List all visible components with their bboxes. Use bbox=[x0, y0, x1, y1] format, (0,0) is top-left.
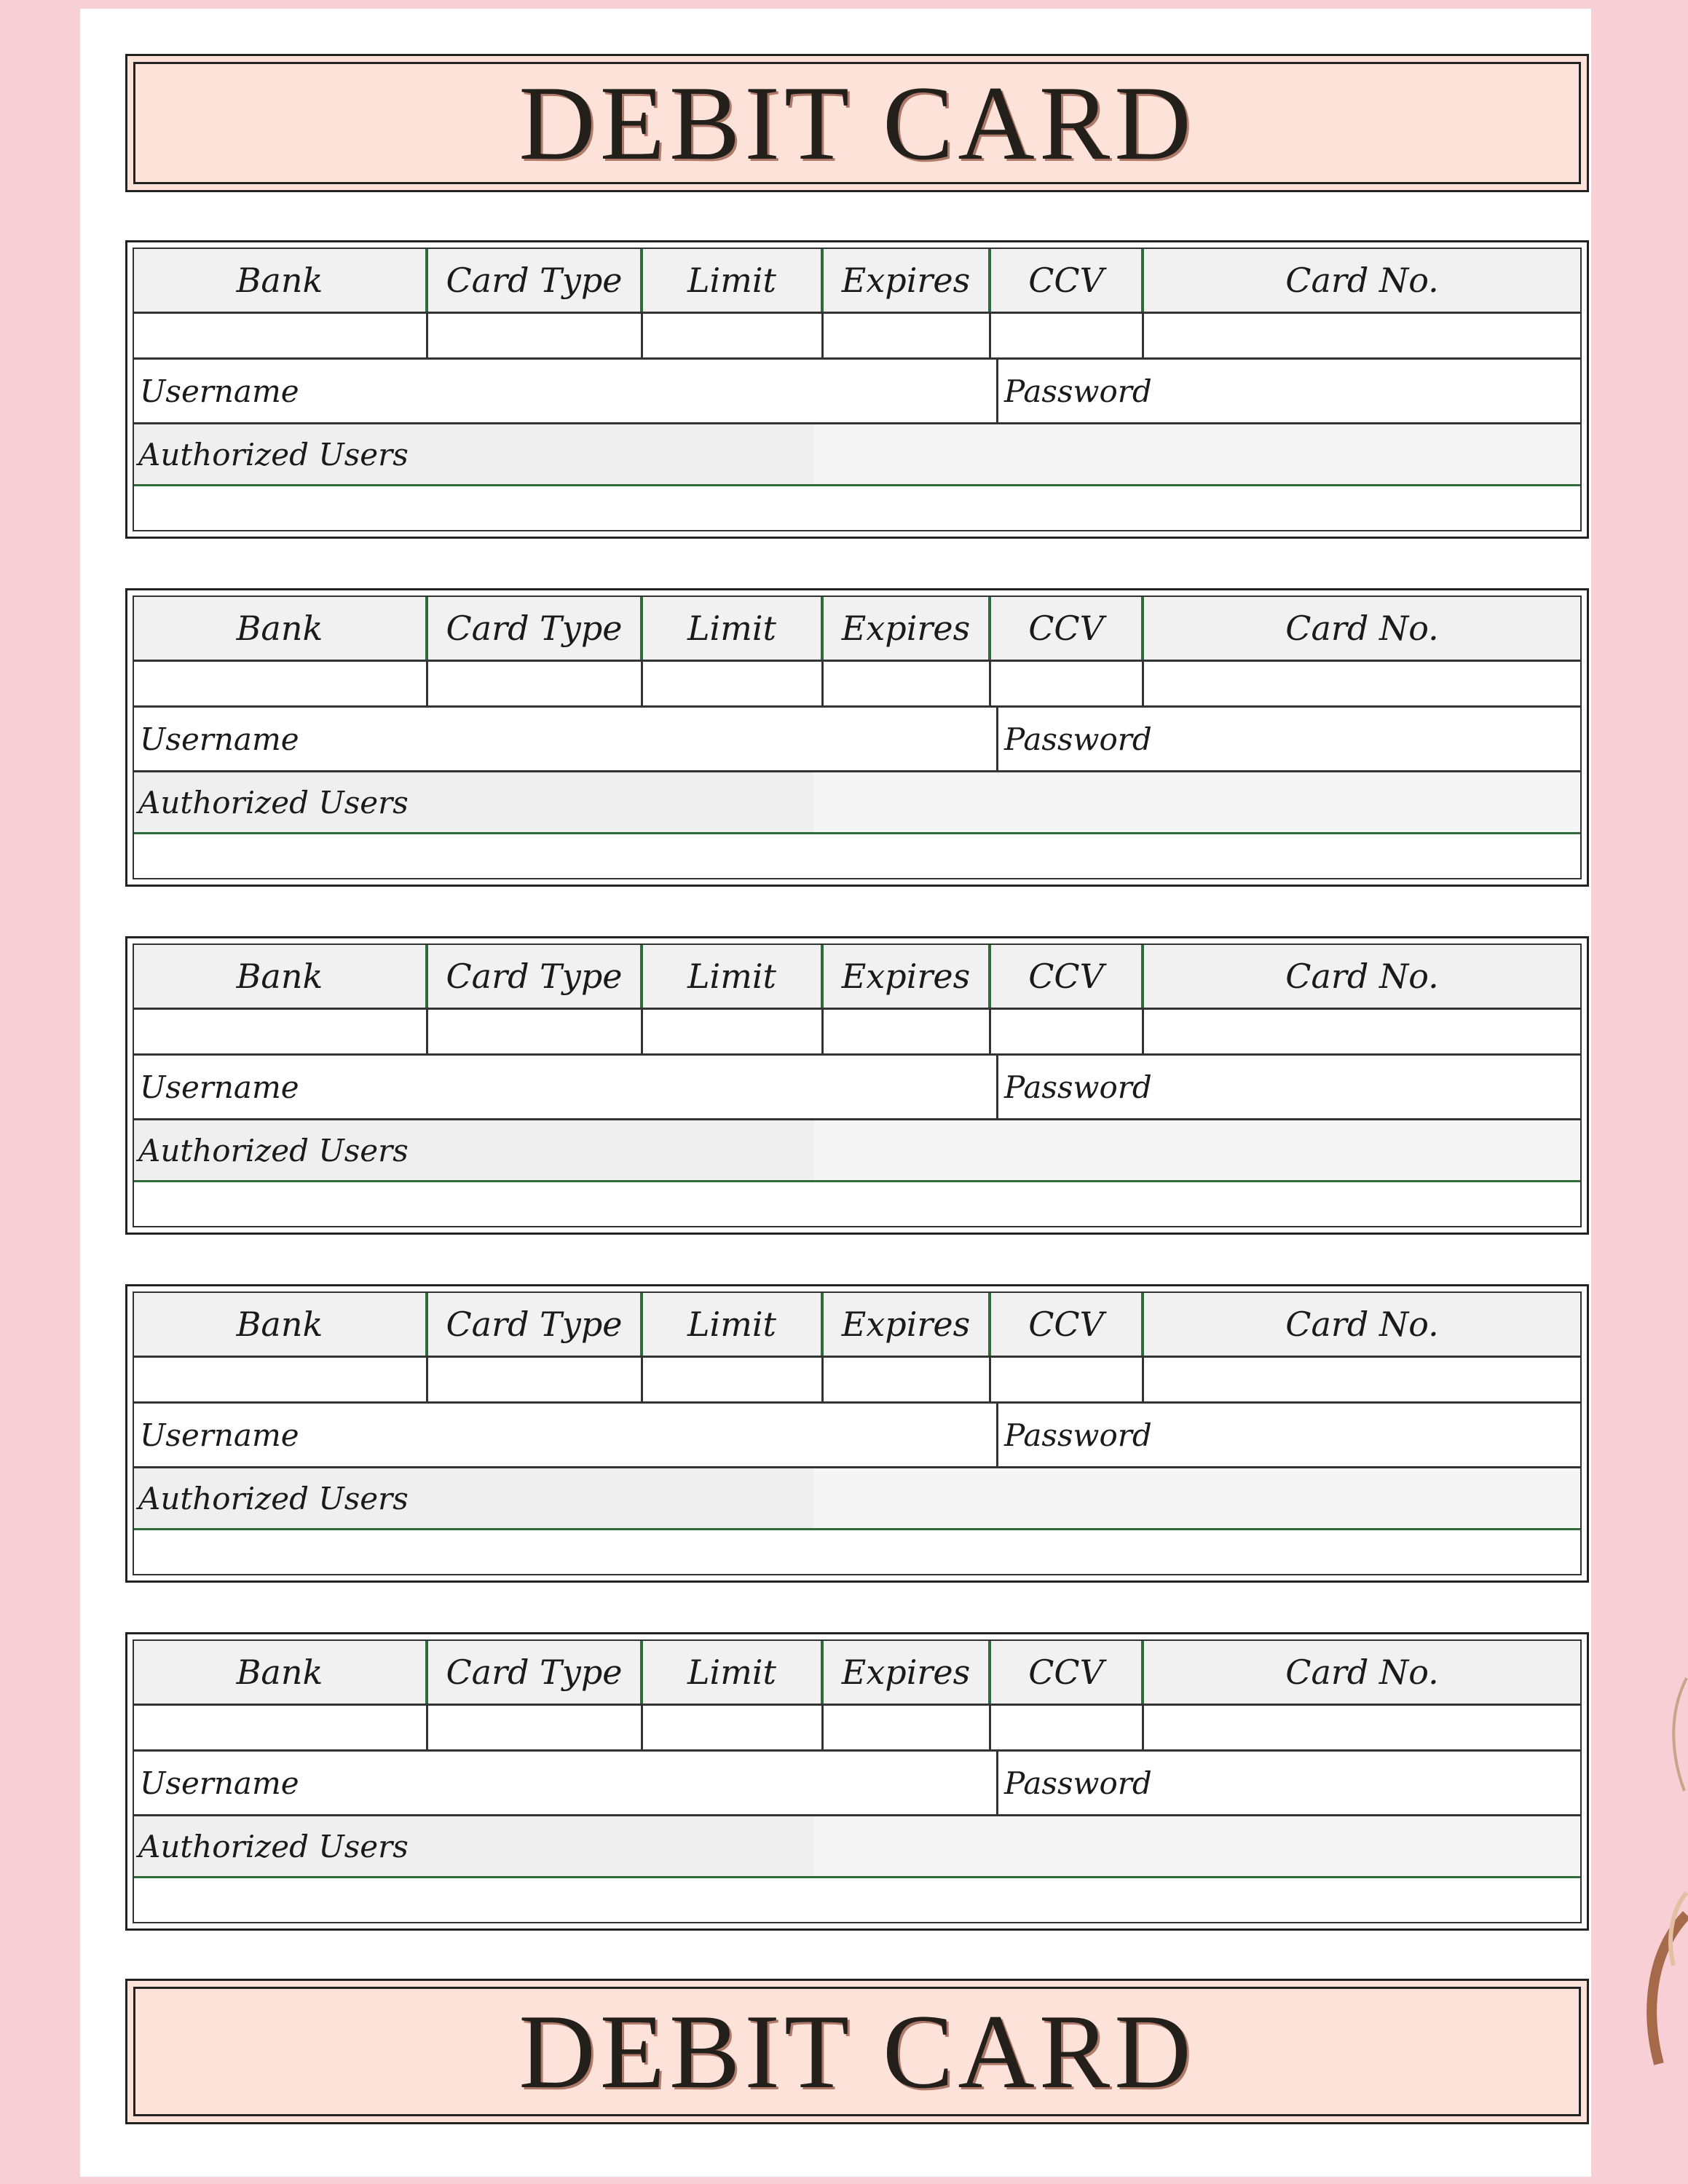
card-no-header: Card No. bbox=[1285, 261, 1439, 300]
bank-header: Bank bbox=[134, 597, 428, 660]
card-header-row bbox=[134, 597, 1580, 662]
floral-decoration-icon bbox=[1622, 1674, 1688, 2068]
limit-header: Limit bbox=[643, 249, 824, 312]
limit-header: Limit bbox=[643, 945, 824, 1008]
card-no-field[interactable] bbox=[1144, 1706, 1580, 1749]
bank-field[interactable] bbox=[134, 314, 428, 357]
authorized-users-label: Authorized Users bbox=[138, 436, 409, 472]
authorized-users-field[interactable] bbox=[134, 1182, 1580, 1226]
card-value-row bbox=[134, 662, 1580, 708]
card-value-row bbox=[134, 314, 1580, 360]
card-type-field[interactable] bbox=[428, 1358, 643, 1401]
limit-field[interactable] bbox=[643, 1010, 824, 1053]
username-label: Username bbox=[140, 721, 299, 757]
expires-header: Expires bbox=[824, 1293, 991, 1356]
card-entry-3 bbox=[125, 936, 1589, 1235]
bank-header: Bank bbox=[134, 945, 428, 1008]
ccv-header: CCV bbox=[991, 249, 1144, 312]
username-label: Username bbox=[140, 1765, 299, 1801]
limit-header: Limit bbox=[643, 1641, 824, 1704]
username-field[interactable] bbox=[134, 1752, 998, 1814]
card-value-row bbox=[134, 1706, 1580, 1752]
expires-field[interactable] bbox=[824, 314, 991, 357]
login-row bbox=[134, 708, 1580, 772]
limit-field[interactable] bbox=[643, 1358, 824, 1401]
card-no-field[interactable] bbox=[1144, 662, 1580, 705]
ccv-header: CCV bbox=[991, 1293, 1144, 1356]
card-entry-1 bbox=[125, 240, 1589, 539]
login-row bbox=[134, 1752, 1580, 1816]
password-label: Password bbox=[1004, 721, 1152, 757]
username-label: Username bbox=[140, 1069, 299, 1105]
authorized-users-row bbox=[134, 1120, 1580, 1182]
card-value-row bbox=[134, 1010, 1580, 1056]
authorized-users-label: Authorized Users bbox=[138, 1828, 409, 1864]
ccv-field[interactable] bbox=[991, 1358, 1144, 1401]
authorized-users-field[interactable] bbox=[134, 1878, 1580, 1922]
card-no-header: Card No. bbox=[1285, 957, 1439, 996]
limit-header: Limit bbox=[643, 597, 824, 660]
username-field[interactable] bbox=[134, 360, 998, 422]
bank-field[interactable] bbox=[134, 662, 428, 705]
limit-field[interactable] bbox=[643, 314, 824, 357]
card-type-header: Card Type bbox=[428, 1293, 643, 1356]
login-row bbox=[134, 1056, 1580, 1120]
card-type-header: Card Type bbox=[428, 249, 643, 312]
card-entry-5 bbox=[125, 1632, 1589, 1931]
ccv-field[interactable] bbox=[991, 1706, 1144, 1749]
card-no-header: Card No. bbox=[1285, 1653, 1439, 1692]
card-type-header: Card Type bbox=[428, 1641, 643, 1704]
card-type-field[interactable] bbox=[428, 314, 643, 357]
card-type-header: Card Type bbox=[428, 945, 643, 1008]
limit-header: Limit bbox=[643, 1293, 824, 1356]
authorized-users-field[interactable] bbox=[134, 834, 1580, 878]
planner-sheet bbox=[80, 9, 1591, 2177]
ccv-header: CCV bbox=[991, 597, 1144, 660]
card-no-field[interactable] bbox=[1144, 1010, 1580, 1053]
bank-field[interactable] bbox=[134, 1706, 428, 1749]
authorized-users-label: Authorized Users bbox=[138, 1132, 409, 1168]
limit-field[interactable] bbox=[643, 662, 824, 705]
authorized-users-field[interactable] bbox=[134, 1530, 1580, 1574]
password-label: Password bbox=[1004, 1069, 1152, 1105]
expires-header: Expires bbox=[824, 945, 991, 1008]
authorized-users-label: Authorized Users bbox=[138, 1480, 409, 1516]
expires-field[interactable] bbox=[824, 1358, 991, 1401]
card-no-header: Card No. bbox=[1285, 1305, 1439, 1344]
card-no-header: Card No. bbox=[1285, 609, 1439, 648]
card-type-header: Card Type bbox=[428, 597, 643, 660]
page-title: DEBIT CARD bbox=[518, 64, 1196, 182]
card-no-field[interactable] bbox=[1144, 314, 1580, 357]
card-value-row bbox=[134, 1358, 1580, 1404]
ccv-header: CCV bbox=[991, 1641, 1144, 1704]
password-field[interactable] bbox=[998, 360, 1580, 422]
card-header-row bbox=[134, 1641, 1580, 1706]
expires-field[interactable] bbox=[824, 1706, 991, 1749]
authorized-users-row bbox=[134, 424, 1580, 486]
card-no-field[interactable] bbox=[1144, 1358, 1580, 1401]
bank-field[interactable] bbox=[134, 1010, 428, 1053]
card-header-row bbox=[134, 945, 1580, 1010]
expires-field[interactable] bbox=[824, 662, 991, 705]
authorized-users-row bbox=[134, 1468, 1580, 1530]
password-field[interactable] bbox=[998, 1056, 1580, 1118]
limit-field[interactable] bbox=[643, 1706, 824, 1749]
card-type-field[interactable] bbox=[428, 1010, 643, 1053]
password-field[interactable] bbox=[998, 1404, 1580, 1466]
footer-title: DEBIT CARD bbox=[518, 1993, 1196, 2110]
card-type-field[interactable] bbox=[428, 662, 643, 705]
card-header-row bbox=[134, 249, 1580, 314]
password-field[interactable] bbox=[998, 708, 1580, 770]
username-field[interactable] bbox=[134, 708, 998, 770]
username-label: Username bbox=[140, 1417, 299, 1453]
card-type-field[interactable] bbox=[428, 1706, 643, 1749]
ccv-field[interactable] bbox=[991, 314, 1144, 357]
authorized-users-field[interactable] bbox=[134, 486, 1580, 530]
ccv-field[interactable] bbox=[991, 1010, 1144, 1053]
expires-header: Expires bbox=[824, 1641, 991, 1704]
authorized-users-row bbox=[134, 1816, 1580, 1878]
login-row bbox=[134, 1404, 1580, 1468]
card-entry-4 bbox=[125, 1284, 1589, 1583]
bank-field[interactable] bbox=[134, 1358, 428, 1401]
ccv-field[interactable] bbox=[991, 662, 1144, 705]
bank-header: Bank bbox=[134, 1293, 428, 1356]
card-entry-2 bbox=[125, 588, 1589, 887]
username-label: Username bbox=[140, 373, 299, 409]
ccv-header: CCV bbox=[991, 945, 1144, 1008]
authorized-users-row bbox=[134, 772, 1580, 834]
footer-title-banner bbox=[125, 1979, 1589, 2124]
page-title-banner bbox=[125, 54, 1589, 192]
username-field[interactable] bbox=[134, 1056, 998, 1118]
expires-header: Expires bbox=[824, 597, 991, 660]
username-field[interactable] bbox=[134, 1404, 998, 1466]
password-label: Password bbox=[1004, 1417, 1152, 1453]
expires-header: Expires bbox=[824, 249, 991, 312]
expires-field[interactable] bbox=[824, 1010, 991, 1053]
authorized-users-label: Authorized Users bbox=[138, 784, 409, 820]
card-header-row bbox=[134, 1293, 1580, 1358]
bank-header: Bank bbox=[134, 249, 428, 312]
password-label: Password bbox=[1004, 373, 1152, 409]
login-row bbox=[134, 360, 1580, 424]
bank-header: Bank bbox=[134, 1641, 428, 1704]
password-label: Password bbox=[1004, 1765, 1152, 1801]
password-field[interactable] bbox=[998, 1752, 1580, 1814]
